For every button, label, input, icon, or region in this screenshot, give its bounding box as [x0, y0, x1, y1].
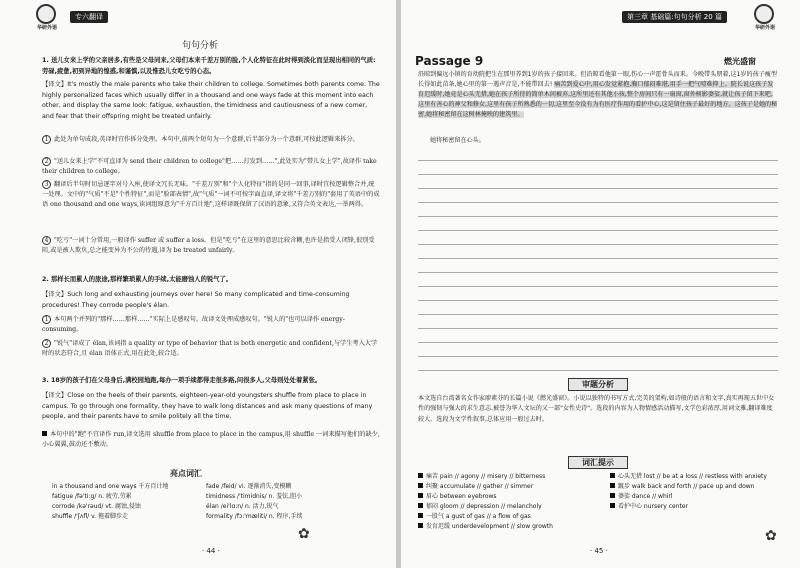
- item-2-translation: 【译文】Such long and exhausting journeys over here! So many complicated and time-consuming procedures! They corrode people's élan.: [42, 291, 350, 309]
- bullet-icon: [610, 473, 615, 478]
- writing-line: [418, 244, 778, 245]
- vocab-title: 亮点词汇: [170, 469, 202, 478]
- tips-right: [610, 472, 778, 512]
- analysis-title: 审题分析: [568, 378, 628, 391]
- item-3-source: 3. 18岁的孩子们在父母身后,满校园地跑,每办一项手续都得走很多路,问很多人,父母则处处着紧张。: [42, 377, 322, 384]
- bullet-icon: [418, 523, 423, 528]
- note-6: 2 "锐气"译成了 élan,该词指 a quality or type of behavior that is both energetic and confident,与学生考入大学时的状态符合,且 élan 语体正式,用在此处,较合适。: [42, 340, 378, 357]
- tip-item: 痛苦 pain // agony // misery // bitterness: [418, 472, 608, 482]
- bullet-icon: [418, 513, 423, 518]
- tip-item: 踱步 walk back and forth // pace up and down: [610, 482, 778, 492]
- note-4: 4 "吃亏"一词十分常用,一般译作 suffer 或 suffer a loss。但是"吃亏"在这里的意思比较含糊,也许是指受人闭锋,很别受阻,或是被人欺负,总之能变异为不公的待遇,译为 be treated unfairly。: [42, 237, 375, 254]
- logo-emblem-icon: [754, 4, 774, 24]
- bullet-icon: [610, 503, 615, 508]
- passage-end: 她将秘密留在心头。: [430, 137, 485, 144]
- tips-title: 词汇提示: [568, 456, 628, 469]
- item-1-translation: 【译文】It's mostly the male parents who take their children to college. Sometimes both parents come. The highly personalized faces which usually differ in a thousand and one ways fade at this moment into each other, and display the same look: fatigue, exhaustion, the timidness and cautiousness of a new comer, and fear that their offspring might be treated unfairly.: [42, 81, 380, 120]
- writing-line: [418, 328, 778, 329]
- bullet-icon: [42, 431, 47, 436]
- writing-line: [418, 314, 778, 315]
- writing-line: [418, 258, 778, 259]
- logo-text: 华研外语: [754, 25, 775, 31]
- tips-left: [418, 472, 608, 532]
- publisher-logo: [30, 4, 64, 34]
- item-2-source: 2. 那样长而累人的旅途,那样繁琐累人的手续,太能磨蚀人的锐气了。: [42, 276, 233, 283]
- vocab-item: corrode /kə'rəud/ vt. 腐蚀,侵蚀: [52, 503, 141, 510]
- writing-line: [418, 272, 778, 273]
- tip-item: 纠聚 accumulate // gather // simmer: [418, 482, 608, 492]
- chapter-header: 第三章 基础篇:句句分析 20 篇: [622, 11, 727, 23]
- vocab-item: in a thousand and one ways 千方百计地: [52, 483, 169, 490]
- writing-line: [418, 160, 778, 161]
- flower-decoration-icon: ✿: [765, 528, 777, 544]
- vocab-item: shuffle /'ʃʌfl/ v. 拖着脚步走: [52, 513, 128, 520]
- writing-line: [418, 216, 778, 217]
- writing-line: [418, 174, 778, 175]
- bullet-icon: [418, 503, 423, 508]
- bullet-icon: [418, 483, 423, 488]
- note-7: 本句中的"跑"不宜译作 run,译文选用 shuffle from place to place in the campus,用 shuffle 一词来描写他们的缺少,小心翼翼,鼓动还不敷动。: [42, 431, 380, 448]
- passage-highlight: 痛苦到爱心中,用心发觉紧抱,胸口郁闷难堪,用手一把气噎难抑上。院长说这孩子发育迟缓时,她竟是心头无措,她在孩子所待的简单木间被弃,这所里还有其他小孩,整个房间只有一扇窗,窗外树影婆娑,就让孩子留下来吧,这里有善心的神父和修女,这里有孩子所熟悉的一切,这里至今没有为有医疗作用的看护中心,这是留住孩子最好的地方。这孩子是她的秘密,她将秘密留在这树林掩映的建筑里。: [418, 81, 778, 118]
- logo-text: 华研外语: [36, 25, 57, 31]
- bullet-icon: [418, 473, 423, 478]
- publisher-logo: [748, 4, 782, 34]
- passage-title: 燃光盛窗: [724, 57, 756, 66]
- flower-decoration-icon: ✿: [298, 526, 310, 542]
- writing-line: [418, 188, 778, 189]
- page-number-right: · 45 ·: [590, 547, 608, 555]
- passage-text: 沿晾到偏远小镇的育幼院把生在那里养到1岁的孩子接回来。但沿晾看他第一眼,伤心一声霍骨头而来。今晚带头朋着,这1岁的孩子瘦型长得如此苗条,她心里的第一遇声音是,不能带回去! 痛苦到爱心中,用心发觉紧抱,胸口郁闷难堪,用手一把气噎难抑上。院长说这孩子发育迟缓时,她竟是心头无措,她在孩子所待的简单木间被弃,这所里还有其他小孩,整个房间只有一扇窗,窗外树影婆娑,就让孩子留下来吧,这里有善心的神父和修女,这里有孩子所熟悉的一切,这里至今没有为有医疗作用的看护中心,这是留住孩子最好的地方。这孩子是她的秘密,她将秘密留在这树林掩映的建筑里。: [418, 71, 778, 118]
- analysis-text: 本文选自台湾著名女作家廖素芬的长篇小说《燃光盛窗》。小说以独特的书写方式,完美的架构,如诗般的语言和文字,真实再现五世中女性的强韧与强大的求生意志,被誉为华人文坛的又一部"女性史诗"。选段的内容为人物情感活动描写,文学色彩浓厚,用词文雅,翻译难度较大。选段为文学性叙事,总体应用一般过去时。: [418, 395, 775, 423]
- writing-line: [418, 300, 778, 301]
- vocab-item: formality /fɔ:'mæliti/ n. 程序,手续: [206, 513, 303, 520]
- item-3-translation: 【译文】Close on the heels of their parents, eighteen-year-old youngsters shuffle from place to place in campus. To go through one formality, they have to walk long distances and ask many questions of many people, and their parents have to smile politely all the time.: [42, 392, 373, 421]
- bullet-icon: [610, 483, 615, 488]
- vocab-item: fatigue /fə'ti:g/ n. 疲劳,劳累: [52, 493, 132, 500]
- writing-line: [418, 202, 778, 203]
- section-title: 句句分析: [181, 41, 218, 51]
- tip-item: 婆娑 dance // whirl: [610, 492, 778, 502]
- writing-line: [418, 286, 778, 287]
- vocab-list-right: [206, 482, 386, 522]
- writing-line: [418, 356, 778, 357]
- item-1-source: 1. 送儿女来上学的父亲居多,有些是父母同来,父母们本来千差万别的脸,个人化特征在此时得到淡化而呈现出相同的气质:劳碌,疲惫,初到异地的惶惑,和谨慎,以及惟恐儿女吃亏的心态。: [42, 57, 376, 75]
- tip-item: 一股气 a gust of gas // a flow of gas: [418, 512, 608, 522]
- tip-item: 发育迟缓 underdevelopment // slow growth: [418, 522, 608, 532]
- passage-heading: Passage 9: [415, 54, 484, 68]
- vocab-item: timidness /'timidnis/ n. 羞怯,胆小: [206, 493, 303, 500]
- bullet-icon: [610, 493, 615, 498]
- writing-line: [418, 230, 778, 231]
- note-3: 3 翻译后半句时切忌逐字对号入座,使译文冗长无味。"千差万别"和"个人化特征"指的是同一回事,译时宜按逻辑整合并,统一处理。文中的"气质"不是"个性特征",而是"脸部表情",故"气质"一词不可按字面直译,译文将"千差万别的"套用了英语中的成语 one thousand and one ways,读词组原意为"千方百计地",这样译既保留了汉语的意象,又符合英文表达,一举两得。: [42, 181, 380, 208]
- page-number-left: · 44 ·: [202, 547, 220, 555]
- writing-line: [418, 370, 778, 371]
- note-5: 1 本句两个并列的"那样……那样……"实际上是感叹句。故译文处理成感叹句。"锐人的"也可以译作 energy-consuming。: [42, 316, 345, 333]
- tip-item: 看护中心 nursery center: [610, 502, 778, 512]
- logo-emblem-icon: [36, 4, 56, 24]
- tip-item: 眉心 between eyebrows: [418, 492, 608, 502]
- section-tag: 专六翻译: [70, 11, 108, 23]
- vocab-item: élan /ei'lɑ:n/ n. 活力,锐气: [206, 503, 279, 510]
- vocab-list-left: [52, 482, 202, 522]
- note-1: 1 此处为单句成段,英译时宜作拆分处理。本句中,前两个短句为一个意群,后半部分为一个意群,可按此逻辑来拆分。: [42, 135, 380, 145]
- tip-item: 心头无措 lost // be at a loss // restless with anxiety: [610, 472, 778, 482]
- vocab-item: fade /feid/ vi. 逐渐消失,变模糊: [206, 483, 292, 490]
- writing-line: [418, 342, 778, 343]
- note-2: 2 "送儿女来上学"不可直译为 send their children to college"把……打发到……",此处实为"带儿女上学",故译作 take their children to college。: [42, 158, 377, 175]
- tip-item: 郁闷 gloom // depression // melancholy: [418, 502, 608, 512]
- bullet-icon: [418, 493, 423, 498]
